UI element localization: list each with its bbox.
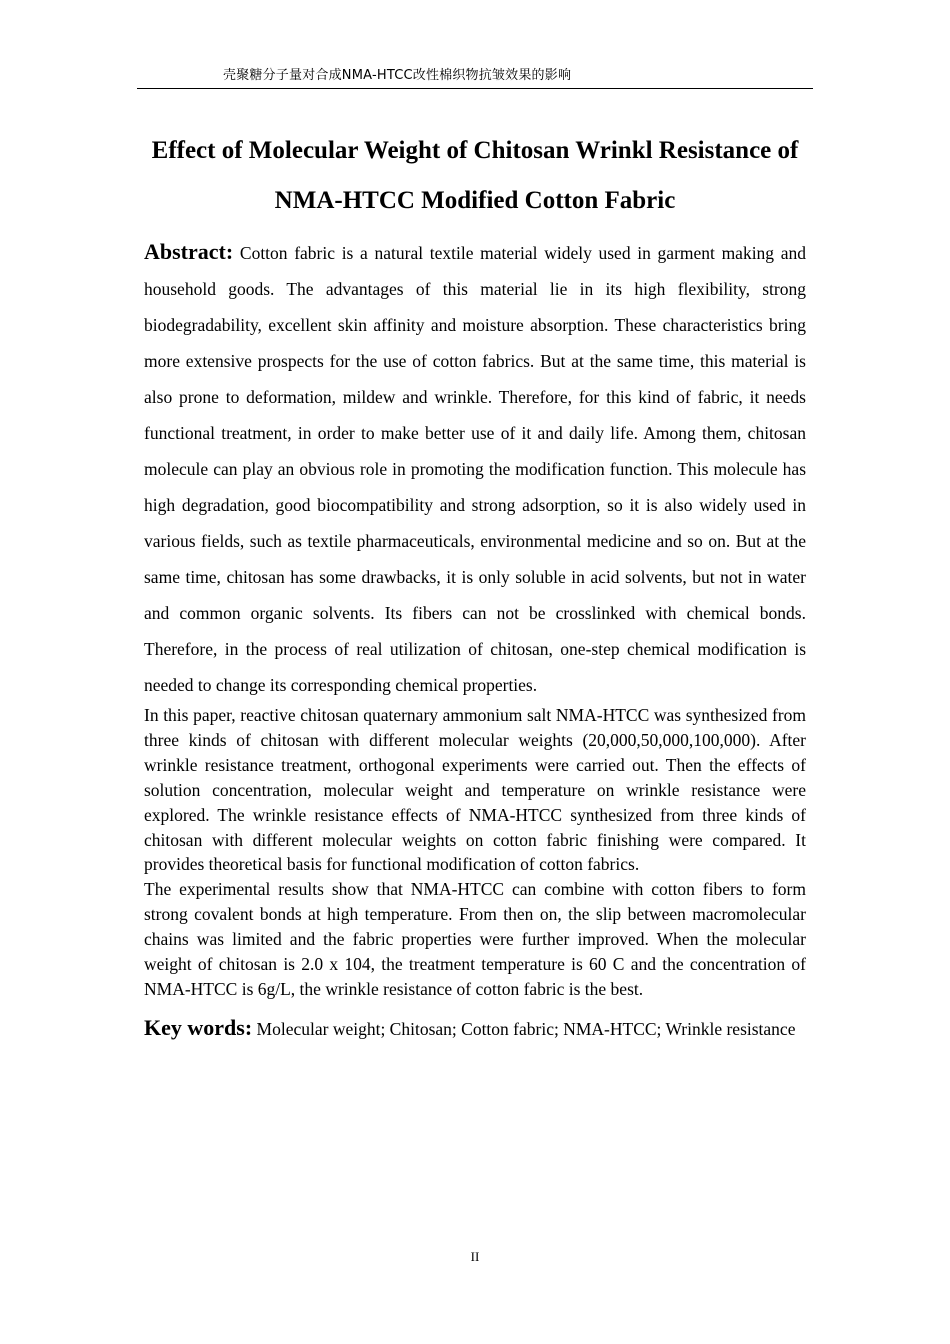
keywords-text: Molecular weight; Chitosan; Cotton fabric; NMA-HTCC; Wrinkle resistance bbox=[256, 1018, 796, 1039]
title-line-1: Effect of Molecular Weight of Chitosan Wrinkl Resistance of bbox=[151, 137, 799, 164]
running-header-title: 壳聚糖分子量对合成NMA-HTCC改性棉织物抗皱效果的影响 bbox=[223, 68, 572, 83]
abstract-paragraph-1 bbox=[144, 234, 806, 703]
keywords-label: Key words: bbox=[144, 1014, 253, 1040]
abstract-label: Abstract: bbox=[144, 239, 234, 264]
abstract-paragraph-1-text: Cotton fabric is a natural textile material widely used in garment making and household goods. The advantages of this material lie in its high flexibility, strong biodegradability, excellent skin affinity and moisture absorption. These characteristics bring more extensive prospects for the use of cotton fabrics. But at the same time, this material is also prone to deformation, mildew and wrinkle. Therefore, for this kind of fabric, it needs functional treatment, in order to make better use of it and daily life. Among them, chitosan molecule can play an obvious role in promoting the modification function. This molecule has high degradation, good biocompatibility and strong adsorption, so it is also widely used in various fields, such as textile pharmaceuticals, environmental medicine and so on. But at the same time, chitosan has some drawbacks, it is only soluble in acid solvents, but not in water and common organic solvents. Its fibers can not be crosslinked with chemical bonds. Therefore, in the process of real utilization of chitosan, one-step chemical modification is needed to change its corresponding chemical properties. bbox=[144, 243, 807, 695]
title-line-2: NMA-HTCC Modified Cotton Fabric bbox=[274, 187, 676, 214]
running-header bbox=[137, 62, 813, 89]
abstract-section bbox=[144, 234, 806, 1047]
keywords-paragraph bbox=[144, 1010, 806, 1047]
page-number: II bbox=[470, 1249, 480, 1264]
abstract-paragraph-2: In this paper, reactive chitosan quaternary ammonium salt NMA-HTCC was synthesized from three kinds of chitosan with different molecular weights (20,000,50,000,100,000). After wrinkle resistance treatment, orthogonal experiments were carried out. Then the effects of solution concentration, molecular weight and temperature on wrinkle resistance were explored. The wrinkle resistance effects of NMA-HTCC synthesized from three kinds of chitosan with different molecular weights on cotton fabric finishing were compared. It provides theoretical basis for functional modification of cotton fabrics. bbox=[144, 705, 806, 875]
abstract-paragraph-3: The experimental results show that NMA-HTCC can combine with cotton fibers to form strong covalent bonds at high temperature. From then on, the slip between macromolecular chains was limited and the fabric properties were further improved. When the molecular weight of chitosan is 2.0 x 104, the treatment temperature is 60 C and the concentration of NMA-HTCC is 6g/L, the wrinkle resistance of cotton fabric is the best. bbox=[144, 879, 806, 999]
